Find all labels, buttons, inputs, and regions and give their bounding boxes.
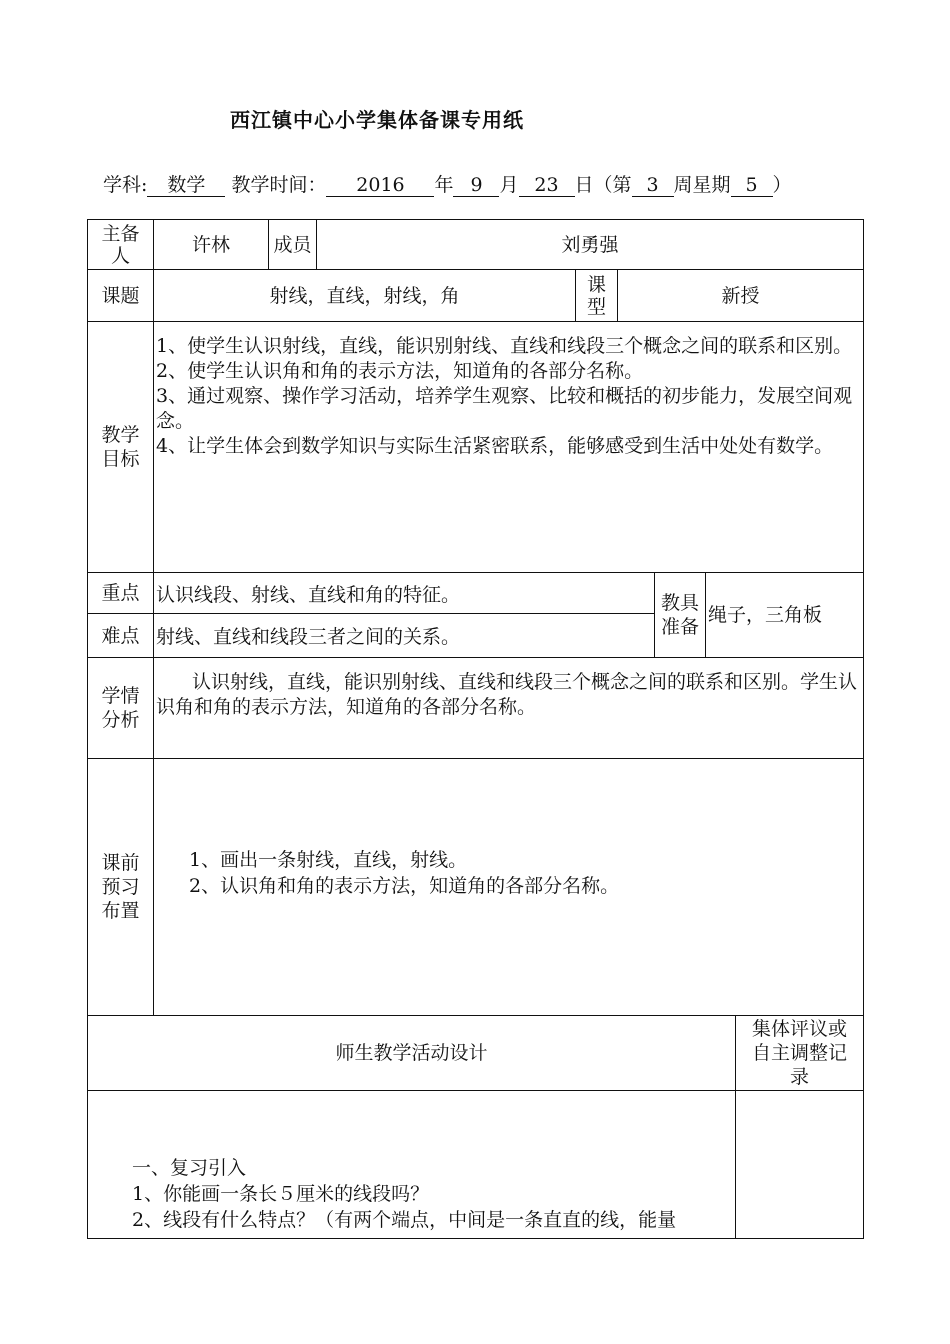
subject-value: 数学 bbox=[147, 174, 225, 197]
tools-value: 绳子，三角板 bbox=[705, 572, 864, 658]
tools-label: 教具 准备 bbox=[654, 572, 706, 658]
preview-label: 课前 预习 布置 bbox=[87, 758, 154, 1016]
goal-item: 2、使学生认识角和角的表示方法，知道角的各部分名称。 bbox=[156, 360, 644, 382]
analysis-label: 学情 分析 bbox=[87, 657, 154, 759]
member-value: 刘勇强 bbox=[316, 219, 864, 270]
type-label: 课 型 bbox=[575, 269, 618, 322]
analysis-value: 认识射线，直线，能识别射线、直线和线段三个概念之间的联系和区别。学生认识角和角的表示方法，知道角的各部分名称。 bbox=[153, 657, 864, 759]
goals-content bbox=[153, 321, 864, 573]
host-label: 主备 人 bbox=[87, 219, 154, 270]
year-label: 年 bbox=[434, 174, 454, 196]
time-label: 教学时间： bbox=[231, 174, 327, 196]
review-content bbox=[735, 1090, 864, 1239]
close-paren: ） bbox=[772, 174, 792, 196]
key-label: 重点 bbox=[87, 572, 154, 614]
day-value: 23 bbox=[519, 174, 575, 197]
month-label: 月 bbox=[499, 174, 519, 196]
goal-item: 3、通过观察、操作学习活动，培养学生观察、比较和概括的初步能力，发展空间观念。 bbox=[156, 385, 853, 432]
weekday-value: 5 bbox=[731, 174, 773, 197]
type-value: 新授 bbox=[617, 269, 864, 322]
review-label: 集体评议或自主调整记录 bbox=[735, 1015, 864, 1091]
topic-value: 射线，直线，射线，角 bbox=[153, 269, 576, 322]
week-label: 周星期 bbox=[673, 174, 731, 196]
design-line: 1、你能画一条长５厘米的线段吗？ bbox=[132, 1183, 430, 1205]
difficulty-value: 射线、直线和线段三者之间的关系。 bbox=[153, 613, 655, 658]
key-value: 认识线段、射线、直线和角的特征。 bbox=[153, 572, 655, 614]
design-label: 师生教学活动设计 bbox=[87, 1015, 736, 1091]
goal-item: 4、让学生体会到数学知识与实际生活紧密联系，能够感受到生活中处处有数学。 bbox=[156, 435, 834, 457]
member-label: 成员 bbox=[268, 219, 317, 270]
design-line: 一、复习引入 bbox=[132, 1157, 247, 1179]
goals-label: 教学 目标 bbox=[87, 321, 154, 573]
week-value: 3 bbox=[632, 174, 674, 197]
page-title: 西江镇中心小学集体备课专用纸 bbox=[230, 108, 524, 132]
meta-line bbox=[103, 170, 792, 197]
difficulty-label: 难点 bbox=[87, 613, 154, 658]
subject-label: 学科: bbox=[103, 174, 148, 196]
month-value: 9 bbox=[453, 174, 499, 197]
goal-item: 1、使学生认识射线，直线，能识别射线、直线和线段三个概念之间的联系和区别。 bbox=[156, 335, 853, 357]
design-content bbox=[87, 1090, 736, 1239]
preview-content bbox=[153, 758, 864, 1016]
year-value: 2016 bbox=[326, 174, 434, 197]
preview-item: 1、画出一条射线，直线，射线。 bbox=[189, 849, 468, 871]
host-value: 许林 bbox=[153, 219, 269, 270]
preview-item: 2、认识角和角的表示方法，知道角的各部分名称。 bbox=[189, 875, 620, 897]
day-label: 日（第 bbox=[574, 174, 632, 196]
design-line: 2、线段有什么特点？（有两个端点，中间是一条直直的线，能量 bbox=[132, 1209, 677, 1231]
topic-label: 课题 bbox=[87, 269, 154, 322]
